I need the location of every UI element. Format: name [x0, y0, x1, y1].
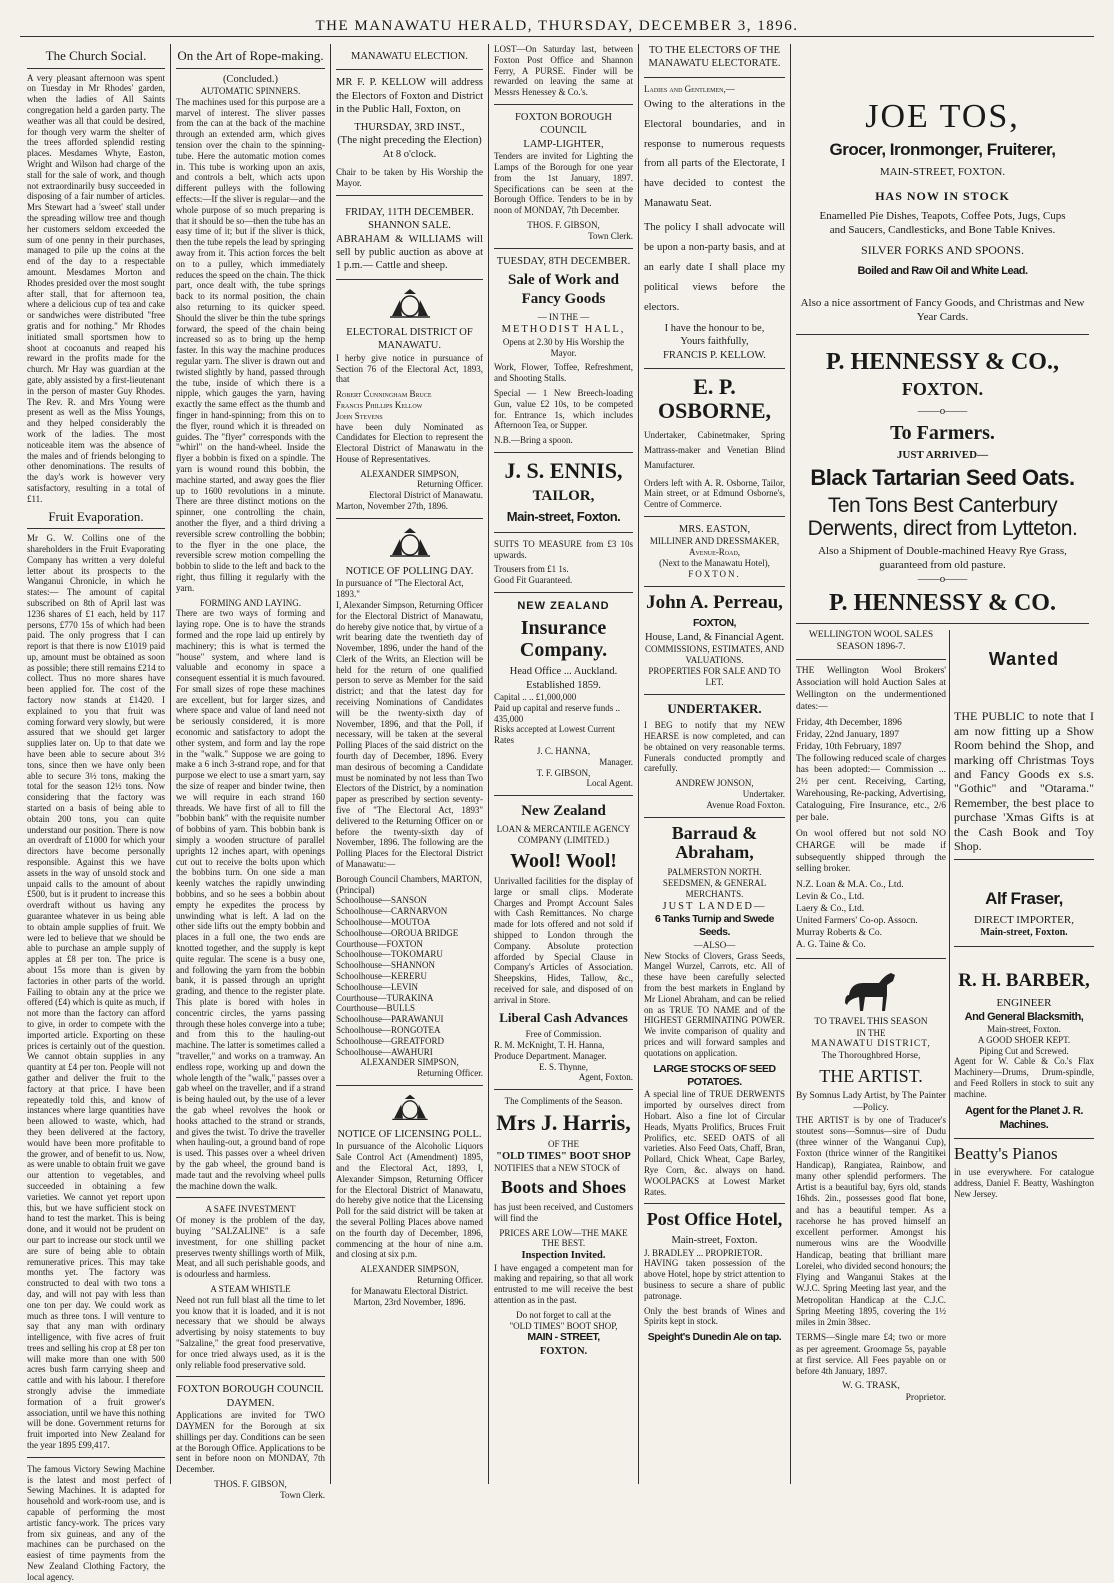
harris-notice: NOTIFIES that a NEW STOCK of	[494, 1163, 620, 1174]
election-title: MANAWATU ELECTION.	[351, 51, 468, 62]
methodist-hall: METHODIST HALL,	[501, 324, 626, 336]
divider	[796, 334, 1089, 335]
liberal-signature-titles: Produce Department. Manager.	[494, 1050, 607, 1061]
polling-day-subtitle: In pursuance of "The Electoral Act, 1893."	[336, 578, 464, 600]
liberal-signatures: R. M. McKnight, T. H. Hanna,	[494, 1039, 605, 1050]
wool-broker: Murray Roberts & Co.	[796, 927, 883, 938]
harris-foxton: FOXTON.	[539, 1345, 588, 1357]
divider	[176, 1197, 325, 1198]
church-social-body: A very pleasant afternoon was spent on Tuesday in Mr Rhodes' garden, when the ladies of All Saints congregation held a garden party. The weather was all that could be desired, for though very warm the shelter of the trees afforded splendid resting places. Mesdames Whyte, Easton, Wright and Wilson had charge of the stall for the sale of work, and though not extraordinarily busy succeeded in disposing of a fair number of articles. Mrs Stewart had a 'sweet' stall under the spreading willow tree and though her customers seldom exceeded the sum of one penny in their purchases, managed to pile up the coins at the end of the day to a respectable amount. Mesdames Morton and Rhodes presided over the most sought after stall, that for afternoon tea, where a delicious cup of tea and cake or sandwiches were distributed "free gratis and for nothing." Mr Rhodes initiated small sportsmen how to shoot at cocoanuts and reaped his reward in the profits made for the church. Mr Hay was guardian at the gate, ably assisted by a first-lieutenant in the person of master Guy Rhodes. The Rev. R. and Mrs Young were present as well as the Miss Youngs, and they helped considerably the work of the ladies. The most noticeable item was the absence of the males and of friends belonging to other denominations. The results of the day's work is however very satisfactory, resulting in a total of £11.	[27, 72, 165, 504]
harris-of: OF THE	[547, 1139, 580, 1150]
rope-body-forming: There are two ways of forming and laying rope. One is to have the strands formed and the rope laid up entirely by machinery; this is what is termed the "house" system, and where land is valuable and economy in space a consequent essential it is much favoured. For small sizes of rope these machines are excellent, but for larger sizes, and where space and value of land need not be seriously considered, it is more economic and satisfactory to adopt the other system, and form and lay the rope in the "walk." Suppose we are going to make a 6 inch 3-strand rope, and for that purpose we elect to use a smart yarn, say the size of reaper and binder twine, then we will require in each strand 160 threads. We have first of all to fill the "bobbin bank" with the requisite number of bobbins of yarn. This bobbin bank is simply a wooden structure of parallel uprights 12 inches apart, with openings cut out to receive the bolts upon which the bobbins turn. On one side a man keenly watches the rapidly unwinding bobbins, and so he sees a bobbin about empty he expedites the process by unwinding what is left. A lad on the other side lifts out the empty bobbin and places in a full one, the two ends are knotted together, and the supply is kept quite regular. The scene is a busy one, and following the yarn from the bobbin bank, it is passed through an upright grading, and thence to the register plate. This plate is bored with holes in concentric circles, the yarns passing through these holes converge into a tube; and from this to the hauling-out machine. The latter is sometimes called a "traveller," and works on a tramway. An endless rope, working up and down the whole length of the "walk," passes over a gab wheel on the traveller, and if a strand is being hauled out, by the use of a lever the gab wheel revolves the hook or hooks attached to the strand or strands, and gives the twist. To drive the traveller when hauling-out, a ground band of rope is used. This passes over a wheel driven by the gab wheel, the ground band is made taut and the revolving wheel pulls the machine down the walk.	[176, 608, 325, 1191]
electors-salutation: Ladies and Gentlemen,—	[644, 83, 735, 94]
sale-nb: N.B.—Bring a spoon.	[494, 435, 573, 446]
artist-pedigree: By Somnus Lady Artist, by The Painter—Policy.	[796, 1090, 946, 1113]
barber-address: Main-street, Foxton.	[987, 1023, 1061, 1034]
undertaker-signature: ANDREW JONSON,	[675, 778, 754, 789]
nz-insurance-title: NEW ZEALAND	[517, 600, 610, 613]
easton-trade: MILLINER AND DRESSMAKER,	[649, 536, 780, 547]
polling-place: Schoolhouse—GREATFORD	[336, 1035, 445, 1046]
wool-sales-title: WELLINGTON WOOL SALES SEASON 1896-7.	[808, 629, 934, 652]
electoral-district-title: ELECTORAL DISTRICT OF MANAWATU.	[346, 326, 473, 352]
post-office-hotel-body-2: Only the best brands of Wines and Spirits kept in stock.	[644, 1305, 785, 1327]
polling-place: Schoolhouse—KERERU	[336, 971, 427, 981]
joe-tos-stock: HAS NOW IN STOCK	[875, 189, 1010, 204]
landed-body: New Stocks of Clovers, Grass Seeds, Mangel Wurzel, Carrots, etc. All of these have been carefully selected from the best markets in England by Mr Lionel Abraham, and can be relied on as TRUE TO NAME and of the HIGHEST GERMINATING POWER. We invite comparison of quality and prices and will forward samples and quotations on application.	[644, 950, 785, 1058]
nz-established: Established 1859.	[526, 679, 601, 691]
lamp-lighter-subtitle: LAMP-LIGHTER,	[523, 138, 604, 150]
polling-place: Schoolhouse—MOUTOA	[336, 917, 431, 928]
speights-ale: Speight's Dunedin Ale on tap.	[647, 1331, 782, 1344]
polling-place: Schoolhouse—CARNARVON	[336, 906, 448, 917]
barber-shoer: A GOOD SHOER KEPT.	[977, 1034, 1071, 1045]
nz-risks: Risks accepted at Lowest Current Rates	[494, 724, 615, 746]
barber-piping: Piping Cut and Screwed.	[979, 1045, 1069, 1056]
column-2	[171, 44, 330, 1500]
wool-brokers-list	[796, 880, 946, 951]
polling-place: Courthouse—TURAKINA	[336, 992, 434, 1003]
divider	[644, 1203, 785, 1204]
divider	[954, 1138, 1094, 1139]
harris-shop: "OLD TIMES" BOOT SHOP	[496, 1150, 631, 1162]
undertaker-body: I BEG to notify that my NEW HEARSE is now completed, and can be obtained on very reasonable terms. Funerals conducted promptly and carefully.	[644, 720, 785, 774]
cash-advances: Liberal Cash Advances	[499, 1009, 628, 1025]
electoral-district-body-2: have been duly Nominated as Candidates for Election to represent the Electoral District of Manawatu in the House of Representatives.	[336, 421, 483, 464]
lamp-council-title: FOXTON BOROUGH COUNCIL	[515, 111, 612, 137]
ennis-name: J. S. ENNIS,	[504, 457, 623, 483]
polling-day-body: I, Alexander Simpson, Returning Officer for the Electoral District of Manawatu, do hereby give notice that, by virtue of a writ bearing date the twentieth day of November, 1896, under the hand of the Clerk of the Writs, an Election will be held for the return of one qualified person to serve as Member for the said district; and that the latest day for receiving Nominations of Candidates will be the twenty-sixth day of November, 1896, and that the Poll, if necessary, will be taken at the several Polling Places of the said district on the fourth day of December, 1896. Every man desirous of becoming a Candidate must be nominated by not less than Two Electors of the District, by a nomination paper as prescribed by section seventy-five of "The Electoral Act, 1893" delivered to the Returning Officer on or before the twenty-sixth day of November, 1896. The following are the Polling Places for the Electoral District of Manawatu:—	[336, 599, 483, 870]
polling-place: Courthouse—BULLS	[336, 1003, 416, 1014]
beatty-body: in use everywhere. For catalogue address, Daniel F. Beatty, Washington New Jersey.	[954, 1167, 1094, 1199]
wool-sale-date: Friday, 4th December, 1896	[796, 717, 902, 728]
perreau-commissions: COMMISSIONS, ESTIMATES, AND VALUATIONS.	[644, 644, 785, 666]
post-office-hotel-address: Main-street, Foxton.	[671, 1235, 758, 1247]
right-ads-block	[954, 630, 1094, 1204]
nz-insurance-company: Insurance Company.	[519, 617, 608, 662]
divider	[494, 592, 633, 593]
divider	[494, 104, 633, 105]
harris-name: Mrs J. Harris,	[496, 1109, 631, 1135]
column-1	[22, 44, 170, 1582]
barraud-trade: SEEDSMEN, & GENERAL MERCHANTS.	[662, 877, 767, 899]
easton-next: (Next to the Manawatu Hotel),	[659, 557, 770, 568]
royal-crest-icon	[390, 1092, 430, 1122]
lamp-signature: THOS. F. GIBSON,	[527, 220, 600, 231]
polling-place: Borough Council Chambers, MARTON, (Principal)	[336, 873, 483, 895]
wool-sale-date: Friday, 22nd January, 1897	[796, 729, 899, 740]
easton-town: FOXTON.	[688, 568, 741, 579]
sale-of-work-title: Sale of Work and Fancy Goods	[508, 272, 619, 308]
sale-special: Special — 1 New Breech-loading Gun, value £2 10s, to be competed for. Entrance 1s, which includes Afternoon Tea, or Supper.	[494, 387, 633, 431]
osborne-name: E. P. OSBORNE,	[657, 374, 772, 424]
wanted-body: THE PUBLIC to note that I am now fitting up a Show Room behind the Shop, and marking off Christmas Toys and Fancy Goods ex s.s. "Gothic" and "Otarama." Remember, the best place to purchase 'Xmas Gifts is at the Cash Book and Toy Shop.	[954, 709, 1094, 853]
abraham-williams-body: ABRAHAM & WILLIAMS will sell by public auction as above at 1 p.m.— Cattle and sheep.	[336, 233, 483, 272]
candidate-name: John Stevens	[336, 410, 383, 421]
easton-address: Avenue-Road,	[688, 547, 741, 558]
candidate-list	[336, 389, 483, 421]
polling-place: Schoolhouse—RONGOTEA	[336, 1024, 441, 1035]
wool-body: Unrivalled facilities for the display of large or small clips. Moderate Charges and Prompt Account Sales with Cash Remittances. No charge made for lots offered and not sold if shipped to London through the Company. Absolute protection afforded by Special Clause in Company's Articles of Association. Sheepskins, Hides, Tallow, &c., received for sale, and disposed of on arrival in Store.	[494, 875, 633, 1005]
wool-sales-body-3: On wool offered but not sold NO CHARGE will be made if subsequently shipped through the selling broker.	[796, 828, 946, 875]
electors-signature: FRANCIS P. KELLOW.	[663, 349, 766, 361]
kellow-meeting-body: MR F. P. KELLOW will address the Electors of Foxton and District in the Public Hall, Foxton, on	[336, 77, 483, 116]
rope-body-spinners: The machines used for this purpose are a marvel of interest. The sliver passes from the can at the back of the machine through an extended arm, which gives tension over the chain to the spinning-tube. Here the automatic motion comes in. This tube is working upon an axis, and controls a belt, which acts upon different pulleys with the following effects:—If the sliver is regular—and the whole purpose of so much preparing is that it should be so—then the tube has an easy time of it; but if the sliver is thick, then the tube repels the lead by springing away from it. This action forces the belt on to a pulley, which immediately reduces the speed on the chain. The thick part, once dealt with, the tube springs back to its normal position, the chain also returning to its quicker speed. Should the sliver be thin the tube springs forward, the speed of the chain being increased so as to bring up the hemp faster. In this way the machine produces regular yarn. The sliver is drawn out and twisted slightly by hand, passed through the tube, inside of which there is a nipple, which gauges the yarn, having exactly the same effect as the thumb and finger in hand-spinning; from this on to the flyer, round which it is threaded on guides. The "flyer" corresponds with the "whirl" on the hand-wheel. Inside the flyer a bobbin is fixed on a spindle. The yarn is wound round this bobbin, the machine started, and away goes the flier up to 1600 revolutions in a minute. There are three distinct motions on the spinner, one controlling the chain, another the flyer, and a third driving a reversible screw controlling the bobbin; to the flyer in the one place, the reversible screw motion compelling the bobbin to slide to the left and back to the right, thus filling it regularly with the yarn.	[176, 96, 325, 593]
polling-place: Schoolhouse—PARAWANUI	[336, 1014, 444, 1025]
daymen-signature-title: Town Clerk.	[280, 1489, 325, 1500]
polling-place: Schoolhouse—TOKOMARU	[336, 949, 443, 960]
barber-trade: ENGINEER	[996, 996, 1052, 1009]
landed-also: —ALSO—	[693, 939, 736, 950]
steam-whistle-body: Need not run full blast all the time to let you know that it is loaded, and it is not necessary that we should be always advertising by noisy statements to buy "Salzaline," the great food preservative, for once tried always used, as it is the only reliable food preservative sold.	[176, 1294, 325, 1370]
sale-stalls: Work, Flower, Toffee, Refreshment, and Shooting Stalls.	[494, 362, 633, 384]
divider	[494, 452, 633, 453]
undertaker-signature-title: Undertaker.	[742, 788, 785, 799]
ennis-suits: SUITS TO MEASURE from £3 10s upwards.	[494, 538, 633, 560]
nz-agent-title: Local Agent.	[586, 778, 633, 789]
joe-tos-address: MAIN-STREET, FOXTON.	[879, 166, 1006, 179]
candidate-name: Francis Phillips Kellow	[336, 399, 423, 410]
district-signature-title: Returning Officer.	[417, 479, 483, 490]
divider	[494, 532, 633, 533]
divider	[644, 77, 785, 78]
wool-broker: Laery & Co., Ltd.	[796, 904, 865, 915]
shannon-sale-title: SHANNON SALE.	[368, 220, 451, 232]
column-5	[639, 44, 790, 1484]
easton-name: MRS. EASTON,	[678, 523, 751, 535]
joe-tos-trade: Grocer, Ironmonger, Fruiterer,	[829, 140, 1056, 160]
steam-whistle-title: A STEAM WHISTLE	[210, 1283, 291, 1294]
divider	[176, 1376, 325, 1377]
wool-sales-body-2: The following reduced scale of charges has been adopted:— Commission ... 2½ per cent. Receiving, Carting, Warehousing, Re-packing, Advertising, Cataloguing, Fire Insurance, etc., 2/6 per bale.	[796, 753, 946, 823]
perreau-properties: PROPERTIES FOR SALE AND TO LET.	[648, 665, 781, 687]
divider	[494, 795, 633, 796]
post-office-hotel-body: HAVING taken possession of the above Hotel, hope by strict attention to business to secure a share of public patronage.	[644, 1258, 785, 1301]
wool-sales-block	[796, 630, 946, 1405]
hennessy-name: P. HENNESSY & CO.,	[826, 349, 1059, 376]
divider	[336, 279, 483, 280]
wanted-title: Wanted	[988, 648, 1060, 669]
licensing-signature: ALEXANDER SIMPSON,	[360, 1264, 459, 1275]
loan-title: New Zealand	[521, 803, 606, 820]
divider	[644, 817, 785, 818]
joe-tos-name: JOE TOS,	[865, 98, 1020, 135]
fruit-evaporation-title: Fruit Evaporation.	[27, 509, 165, 530]
divider	[27, 1457, 165, 1458]
perreau-name: John A. Perreau,	[646, 591, 783, 613]
safe-investment-title: A SAFE INVESTMENT	[205, 1204, 296, 1215]
just-landed: JUST LANDED—	[662, 900, 767, 912]
masthead: THE MANAWATU HERALD, THURSDAY, DECEMBER 3, 1896.	[20, 18, 1094, 37]
artist-terms: TERMS—Single mare £4; two or more as per agreement. Groomage 5s, payable at first service. All Fees payable on or before 4th January, 1897.	[796, 1332, 946, 1377]
column-3	[331, 44, 488, 1484]
electors-title: TO THE ELECTORS OF THE MANAWATU ELECTORATE.	[648, 45, 781, 70]
joe-tos-items: Enamelled Pie Dishes, Teapots, Coffee Pots, Jugs, Cups and Saucers, Candlesticks, and Bone Table Knives.	[819, 209, 1066, 236]
undertaker-title: UNDERTAKER.	[667, 700, 762, 716]
perreau-town: FOXTON,	[693, 617, 736, 630]
divider	[954, 859, 1094, 860]
artist-signature: W. G. TRASK,	[842, 1381, 900, 1392]
divider	[796, 623, 1089, 624]
nz-signature: J. C. HANNA,	[536, 746, 591, 757]
ornament-divider: ——o——	[917, 404, 968, 417]
barber-planet: Agent for the Planet J. R. Machines.	[965, 1104, 1083, 1131]
undertaker-address: Avenue Road Foxton.	[706, 799, 785, 810]
electors-body-2: The policy I shall advocate will be upon a non-party basis, and at an early date I shall place my political views before the electors.	[644, 222, 785, 314]
royal-crest-icon	[388, 525, 432, 559]
osborne-trade: Undertaker, Cabinetmaker, Spring Mattrass-maker and Venetian Blind Manufacturer.	[644, 429, 785, 471]
nz-head-office: Head Office ... Auckland.	[509, 666, 618, 678]
divider	[336, 69, 483, 70]
wool-sale-date: Friday, 10th February, 1897	[796, 741, 902, 752]
harris-forget: Do not forget to call at the	[516, 1309, 611, 1320]
barber-blacksmith: And General Blacksmith,	[964, 1010, 1084, 1023]
electors-yours: Yours faithfully,	[680, 336, 749, 348]
divider	[336, 518, 483, 519]
lamp-lighter-body: Tenders are invited for Lighting the Lamps of the Borough for one year from the 1st January, 1897. Specifications can be seen at the Borough Office. Tenders to be in by noon of MONDAY, 7th December.	[494, 151, 633, 216]
divider	[796, 659, 946, 660]
harris-body-3: I have engaged a competent man for making and repairing, so that all work entrusted to me will receive the best attention as in the past.	[494, 1262, 633, 1305]
polling-signature-title: Returning Officer.	[417, 1068, 483, 1079]
artist-body: THE ARTIST is by one of Traducer's stoutest sons—Somnus—sire of Dudu (three winner of the Wanganui Cup), Foxton (thrice winner of the Rangitikei Handicap), Rangiatea, Rainbow, and many other splendid performers. The Artist is a beautiful bay, 6yrs old, stands 16hds. 2in., possesses good flat bone, and has a beautiful temper. As a racehorse he has proved himself an excellent performer. Amongst his numerous wins are the Woodville Handicap, beating that brilliant mare Lorelei, who divided second honours; the Flying and Wanganui Stakes at the W.J.C. Spring Meeting last year, and the Metropolitan Handicap at the C.J.C. Spring Meeting 1895, covering the 1½ miles in 2min 38sec.	[796, 1114, 946, 1328]
artist-name: THE ARTIST.	[819, 1065, 923, 1086]
candidate-name: Robert Cunningham Bruce	[336, 389, 432, 400]
landed-tanks: 6 Tanks Turnip and Swede Seeds.	[655, 912, 774, 939]
rope-subhead-spinners: AUTOMATIC SPINNERS.	[200, 86, 301, 97]
divider	[954, 946, 1094, 947]
electors-honour: I have the honour to be,	[664, 322, 765, 334]
barraud-town: PALMERSTON NORTH.	[667, 867, 762, 878]
safe-investment-body: Of money is the problem of the day, buying "SALZALINE" is a safe investment, for one shilling packet preserves twenty shillings worth of Milk, Meat, and all such perishable goods, and is odourless and harmless.	[176, 1215, 325, 1280]
sale-opening: Opens at 2.30 by His Worship the Mayor.	[502, 336, 625, 358]
divider	[494, 248, 633, 249]
daymen-subtitle: DAYMEN.	[226, 1397, 275, 1409]
harris-main-street: MAIN - STREET,	[527, 1331, 600, 1344]
fraser-trade: DIRECT IMPORTER,	[974, 914, 1074, 927]
lamp-signature-title: Town Clerk.	[588, 230, 633, 241]
divider	[796, 958, 946, 959]
kellow-meeting-date: THURSDAY, 3RD INST.,	[354, 121, 465, 133]
nz-signature-title: Manager.	[599, 756, 633, 767]
column-4	[489, 44, 638, 1484]
district-signature-district: Electoral District of Manawatu.	[369, 490, 483, 501]
canterbury-derwents: Ten Tons Best Canterbury Derwents, direct from Lytteton.	[807, 493, 1078, 540]
electoral-district-body: I herby give notice in pursuance of Section 76 of the Electoral Act, 1893, that	[336, 352, 483, 385]
concluded-label: (Concluded.)	[222, 73, 279, 85]
rope-making-title: On the Art of Rope-making.	[176, 48, 325, 69]
divider	[644, 586, 785, 587]
joe-tos-silver: SILVER FORKS AND SPOONS.	[861, 242, 1024, 257]
electors-body: Owing to the alterations in the Electoral boundaries, and in response to numerous requests from all parts of the Electorate, I have decided to contest the Manawatu Seat.	[644, 98, 785, 210]
divider	[644, 368, 785, 369]
artist-intro: TO TRAVEL THIS SEASON	[814, 1016, 928, 1027]
friday-date: FRIDAY, 11TH DECEMBER.	[345, 206, 474, 218]
column-6	[791, 44, 1094, 1484]
licensing-poll-title: NOTICE OF LICENSING POLL.	[337, 1128, 482, 1140]
wool-broker: A. G. Taine & Co.	[796, 939, 866, 950]
ornament-divider: ——o——	[917, 573, 968, 586]
harris-compliments: The Compliments of the Season.	[504, 1096, 623, 1107]
divider	[336, 195, 483, 196]
divider	[644, 516, 785, 517]
joe-tos-oil: Boiled and Raw Oil and White Lead.	[857, 265, 1028, 278]
ennis-address: Main-street, Foxton.	[506, 509, 621, 525]
wool-broker: N.Z. Loan & M.A. Co., Ltd.	[796, 880, 904, 891]
polling-place: Courthouse—FOXTON	[336, 938, 423, 949]
polling-places-list	[336, 874, 483, 1058]
fraser-name: Alf Fraser,	[985, 889, 1063, 909]
polling-place: Schoolhouse—LEVIN	[336, 981, 418, 992]
barber-agent: Agent for W. Cable & Co.'s Flax Machinery—Drums, Drum-spindle, and Feed Rollers in stock to suit any machine.	[954, 1056, 1094, 1099]
harris-body-2: has just been received, and Customers will find the	[494, 1201, 633, 1223]
beatty-name: Beatty's Pianos	[954, 1143, 1058, 1163]
kellow-meeting-chair: Chair to be taken by His Worship the Mayor.	[336, 167, 483, 188]
seed-potatoes-title: LARGE STOCKS OF SEED POTATOES.	[653, 1062, 776, 1089]
church-social-title: The Church Social.	[27, 48, 165, 69]
osborne-orders: Orders left with A. R. Osborne, Tailor, Main street, or at Edmund Osborne's, Centre of Commerce.	[644, 477, 785, 510]
sale-in-the: — IN THE —	[537, 312, 590, 323]
hennessy-town: FOXTON.	[901, 378, 984, 399]
loan-subtitle: LOAN & MERCANTILE AGENCY COMPANY (LIMITED.)	[496, 824, 631, 846]
wool-heading: Wool! Wool!	[510, 849, 617, 872]
polling-day-title: NOTICE OF POLLING DAY.	[345, 565, 474, 577]
polling-signature: ALEXANDER SIMPSON,	[360, 1057, 459, 1068]
nz-capital: Capital .. .. £1,000,000	[494, 692, 577, 703]
barraud-name: Barraud & Abraham,	[671, 822, 758, 863]
perreau-trade: House, Land, & Financial Agent.	[644, 631, 785, 643]
royal-crest-icon	[388, 286, 432, 320]
harris-prices: PRICES ARE LOW—THE MAKE THE BEST.	[499, 1227, 628, 1249]
ennis-trousers: Trousers from £1 1s.	[494, 564, 569, 575]
to-farmers: To Farmers.	[890, 421, 995, 444]
cash-advances-sub: Free of Commission.	[525, 1029, 602, 1040]
black-tartarian-oats: Black Tartarian Seed Oats.	[810, 464, 1075, 490]
barber-name: R. H. BARBER,	[958, 969, 1090, 991]
joe-tos-also: Also a nice assortment of Fancy Goods, and Christmas and New Year Cards.	[800, 297, 1085, 324]
daymen-signature: THOS. F. GIBSON,	[214, 1478, 287, 1489]
licensing-signature-district: for Manawatu Electoral District.	[351, 1285, 468, 1296]
artist-horse: The Thoroughbred Horse,	[821, 1051, 921, 1062]
post-office-hotel-proprietor: J. BRADLEY ... PROPRIETOR.	[644, 1247, 763, 1258]
fraser-address: Main-street, Foxton.	[980, 927, 1068, 939]
district-signature: ALEXANDER SIMPSON,	[360, 468, 459, 479]
horse-icon	[841, 965, 901, 1015]
sewing-machine-note: The famous Victory Sewing Machine is the latest and most perfect of Sewing Machines. It is adapted for household and work-room use, and is capable of performing the most artistic fancy-work. The prices vary from six guineas, and any of the machines can be purchased on the easiest of time payments from the New Zealand Clothing Factory, the local agency.	[27, 1463, 165, 1582]
hennessy-name-2: P. HENNESSY & CO.	[829, 590, 1056, 617]
tuesday-date: TUESDAY, 8TH DECEMBER.	[496, 255, 631, 267]
nz-agent: T. F. GIBSON,	[536, 767, 591, 778]
lost-purse-notice: LOST—On Saturday last, between Foxton Post Office and Shannon Ferry, A PURSE. Finder will be rewarded on leaving the same at Messrs Henessey & Co.'s.	[494, 44, 633, 98]
divider	[644, 694, 785, 695]
liberal-agent: E. S. Thynne,	[538, 1061, 589, 1072]
polling-place: Schoolhouse—AWAHURI	[336, 1046, 433, 1057]
licensing-poll-body: In pursuance of the Alcoholic Liquors Sale Control Act (Amendment) 1895, and the Electoral Act, 1893, I, Alexander Simpson, Returning Officer for the Electoral District of Manawatu, do hereby give notice that the Licensing Poll for the said district will be taken at the several Polling Places above named on the fourth day of December, 1896, commencing at the hour of nine a.m. and closing at six p.m.	[336, 1141, 483, 1260]
district-signature-date: Marton, November 27th, 1896.	[336, 501, 448, 512]
artist-in-the: IN THE	[856, 1028, 886, 1039]
wool-sales-body: THE Wellington Wool Brokers' Association will hold Auction Sales at Wellington on the undermentioned dates:—	[796, 666, 946, 713]
kellow-meeting-note: (The night preceding the Election) At 8 o'clock.	[337, 135, 482, 160]
fruit-evaporation-body: Mr G. W. Collins one of the shareholders in the Fruit Evaporating Company has written a very doleful letter about its prospects to the Wanganui Chronicle, in which he states:— The amount of capital subscribed on 8th of April last was 1236 shares of £1 each, held by 117 persons, £770 15s of which had been paid. The only progress that I can report is that there is now £1019 paid up, amount must be obtained as soon as possible; there still remains £214 to collect. Thus no more shares have been applied for. The cost of the factory now stands at £1420. I explained to you that fruit was coming forward very slowly, but were assured that we should get larger supplies later on. Up to that date we have been able to secure about 3½ tons, since then we have only been able to secure 3½ tons, making the total for the season 12½ tons. Now considering that the factory was started on a basis of being able to obtain 200 tons, you can quite understand our position. There is now an overdraft of £1000 for which your directors have become personally responsible. Against this we have assets in the way of unsold stock and unpaid calls to the amount of about £500, but is it prudent to increase this overdraft without us having any guarantee whatever in us being able to obtain ample supplies of fruit. We were led to believe that we should be able to purchase an ample supply of apples at £8 per ton. The price is about 15s more than is given by factories in other parts of the world. Failing to obtain any at the price we offered (£4) which is quite as much, if not more than the factory can afford to give, in order to compete with the imported article. Exporting on these prices is certainly out of the question. We cannot obtain supplies in any quantity at £4 per ton. People will not gather and deliver the fruit to the factory at that price. I have been repeatedly told this, and know of instances where large quantities have been allowed to waste, which, had they been delivered at the factory, would have been more profitable to the grower, and of benefit to us. Now, as were unable to obtain fruit we gave our attention to vegetables, and succeeded in obtaining a few varieties. We cannot yet report upon this, but we have sufficient stock on hand to test the market. This is being done, and it would not be prudent on our part to increase our stock until we are sure of being able to obtain remunerative prices. This may take months yet. The factory was constructed to deal with two tons a day, and will not pay with less than one ton per day. We could work as much as three tons. I will venture to say that any man with ordinary intelligence, with five acres of fruit trees and selling his crop at £8 per ton will make more than one with 500 acres bush farm carrying sheep and cattle and with his labour. I therefore strongly advise the immediate formation of a fruit grower's association, until we have this nothing will be done. Government returns for fruit imported into New Zealand for the year 1895 £99,417.	[27, 533, 165, 1451]
divider	[336, 1085, 483, 1086]
column-rule	[949, 630, 950, 1280]
harris-shop-2: "OLD TIMES" BOOT SHOP,	[509, 1320, 618, 1331]
wool-sales-dates	[796, 718, 946, 754]
ennis-trade: TAILOR,	[532, 488, 595, 505]
lower-section	[796, 629, 1094, 1404]
boots-and-shoes: Boots and Shoes	[500, 1177, 627, 1198]
daymen-council-title: FOXTON BOROUGH COUNCIL	[177, 1384, 324, 1396]
artist-signature-title: Proprietor.	[905, 1393, 946, 1404]
divider	[494, 1089, 633, 1090]
polling-place: Schoolhouse—SHANNON	[336, 960, 435, 971]
licensing-signature-title: Returning Officer.	[417, 1274, 483, 1285]
wool-broker: Levin & Co., Ltd.	[796, 892, 865, 903]
post-office-hotel-name: Post Office Hotel,	[646, 1209, 783, 1230]
ennis-fit: Good Fit Guaranteed.	[494, 575, 573, 586]
daymen-body: Applications are invited for TWO DAYMEN for the Borough at six shillings per day. Conditions can be seen at the Borough Office. Applications to be sent in before noon on MONDAY, 7th December.	[176, 1410, 325, 1475]
licensing-signature-date: Marton, 23rd November, 1896.	[353, 1296, 466, 1307]
artist-district: MANAWATU DISTRICT,	[811, 1039, 931, 1050]
liberal-agent-title: Agent, Foxton.	[578, 1072, 633, 1083]
rope-subhead-forming: FORMING AND LAYING.	[200, 597, 301, 608]
polling-place: Schoolhouse—OROUA BRIDGE	[336, 927, 459, 938]
seed-potatoes-body: A special line of TRUE DERWENTS imported by ourselves direct from Hobart. Also a fine lot of Circular Heads, Myatts Prolifics, Bruces Fruit Prolifics, etc. SEED OATS of all varieties. Also Feed Oats, Chaff, Bran, Pollard, Chick Wheat, Cape Barley, Rye Corn, &c. always on hand. WOOLPACKS at Lowest Market Rates.	[644, 1089, 785, 1197]
polling-place: Schoolhouse—SANSON	[336, 895, 428, 906]
nz-paid-up: Paid up capital and reserve funds .. 435,000	[494, 702, 620, 724]
wool-broker: United Farmers' Co-op. Assocn.	[796, 915, 918, 926]
just-arrived: JUST ARRIVED—	[896, 448, 989, 461]
hennessy-also: Also a Shipment of Double-machined Heavy Rye Grass, guaranteed from old pasture.	[818, 545, 1067, 572]
harris-inspection: Inspection Invited.	[521, 1250, 606, 1262]
